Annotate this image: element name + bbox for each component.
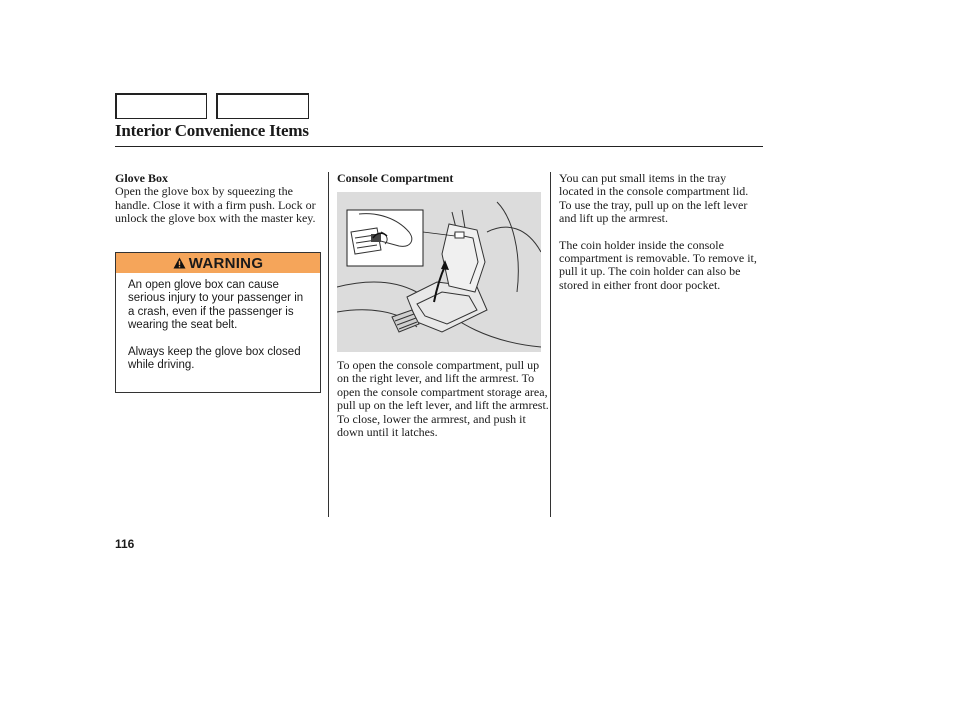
page-title: Interior Convenience Items (115, 121, 309, 140)
warning-label: WARNING (188, 254, 264, 272)
glove-box-text: Open the glove box by squeezing the handle. Close it with a firm push. Lock or unlock the glove box with the master key. (115, 184, 316, 226)
console-drawing (337, 192, 541, 352)
warning-paragraph-1: An open glove box can cause serious injury to your passenger in a crash, even if the passenger is wearing the seat belt. (128, 279, 304, 332)
warning-body (116, 273, 320, 372)
warning-paragraph-2: Always keep the glove box closed while driving. (128, 345, 301, 372)
page-number: 116 (115, 537, 135, 551)
tray-paragraph-2: The coin holder inside the console compartment is removable. To remove it, pull it up. The coin holder can also be stored in either front door pocket. (559, 237, 757, 292)
nav-tab-box-1[interactable] (115, 93, 207, 119)
column-divider-1 (328, 172, 329, 517)
glove-box-section (115, 172, 323, 226)
warning-box (115, 252, 321, 393)
console-illustration (337, 192, 541, 352)
title-divider (115, 146, 763, 147)
console-heading: Console Compartment (337, 171, 454, 185)
nav-tab-box-2[interactable] (216, 93, 309, 119)
warning-triangle-icon (173, 257, 186, 269)
console-section (337, 172, 545, 185)
warning-header (116, 253, 320, 273)
tray-section (559, 172, 763, 305)
column-divider-2 (550, 172, 551, 517)
glove-box-heading: Glove Box (115, 171, 168, 185)
console-text: To open the console compartment, pull up on the right lever, and lift the armrest. To open the console compartment storage area, pull up on the left lever, and lift the armrest. To close, lower the armrest, and push it down until it latches. (337, 358, 549, 440)
tray-paragraph-1: You can put small items in the tray located in the console compartment lid. To use the tray, pull up on the left lever and lift up the armrest. (559, 171, 749, 226)
